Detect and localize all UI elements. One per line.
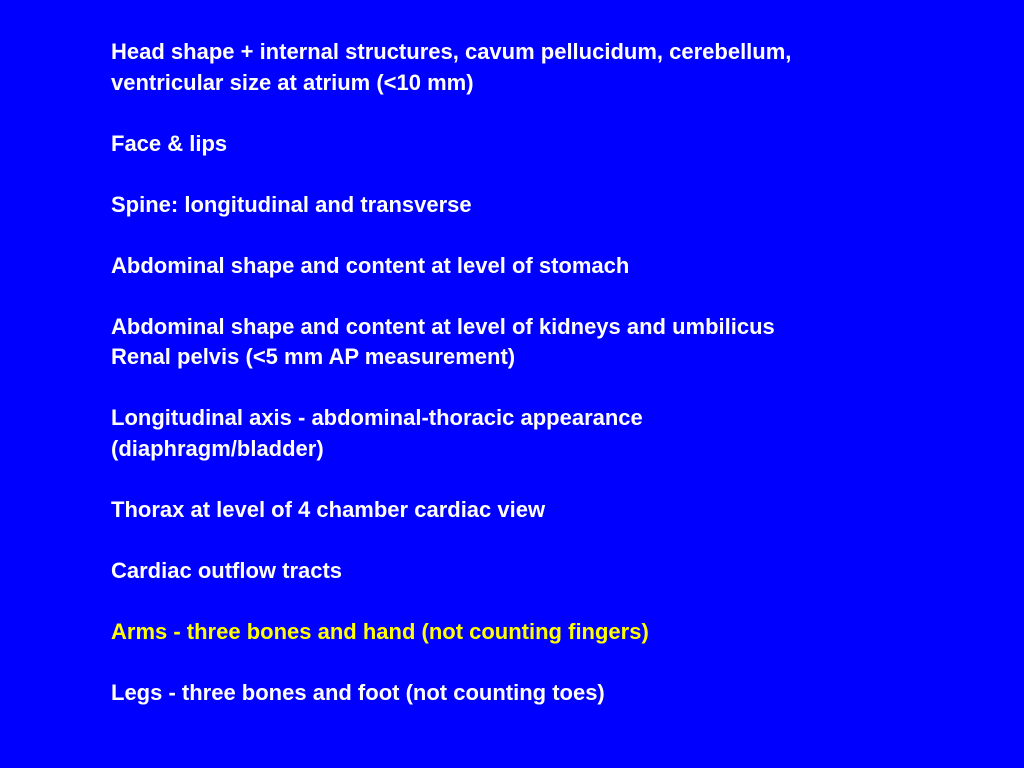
item-line: Longitudinal axis - abdominal-thoracic appearance [111,405,643,430]
item-head-shape [111,37,991,98]
slide-content [111,37,991,739]
item-thorax [111,495,991,526]
item-abdomen-stomach [111,251,991,282]
item-line: Face & lips [111,130,228,156]
item-line: (diaphragm/bladder) [111,435,324,461]
item-line: Head shape + internal structures, cavum pellucidum, cerebellum, [111,39,792,64]
item-line-highlighted: Arms - three bones and hand (not counting fingers) [111,618,649,644]
item-line: Spine: longitudinal and transverse [111,191,472,217]
item-line: Legs - three bones and foot (not counting toes) [111,679,605,705]
item-line: Abdominal shape and content at level of kidneys and umbilicus [111,313,775,339]
item-abdomen-kidneys [111,312,991,373]
item-longitudinal-axis [111,403,991,464]
item-cardiac-outflow [111,556,991,587]
item-line: ventricular size at atrium (<10 mm) [111,69,474,95]
item-arms [111,617,991,648]
item-legs [111,678,991,709]
item-line: Cardiac outflow tracts [111,557,343,583]
item-line: Abdominal shape and content at level of stomach [111,252,630,278]
item-line: Thorax at level of 4 chamber cardiac view [111,496,546,522]
item-face-lips [111,129,991,160]
item-spine [111,190,991,221]
item-line: Renal pelvis (<5 mm AP measurement) [111,344,516,369]
